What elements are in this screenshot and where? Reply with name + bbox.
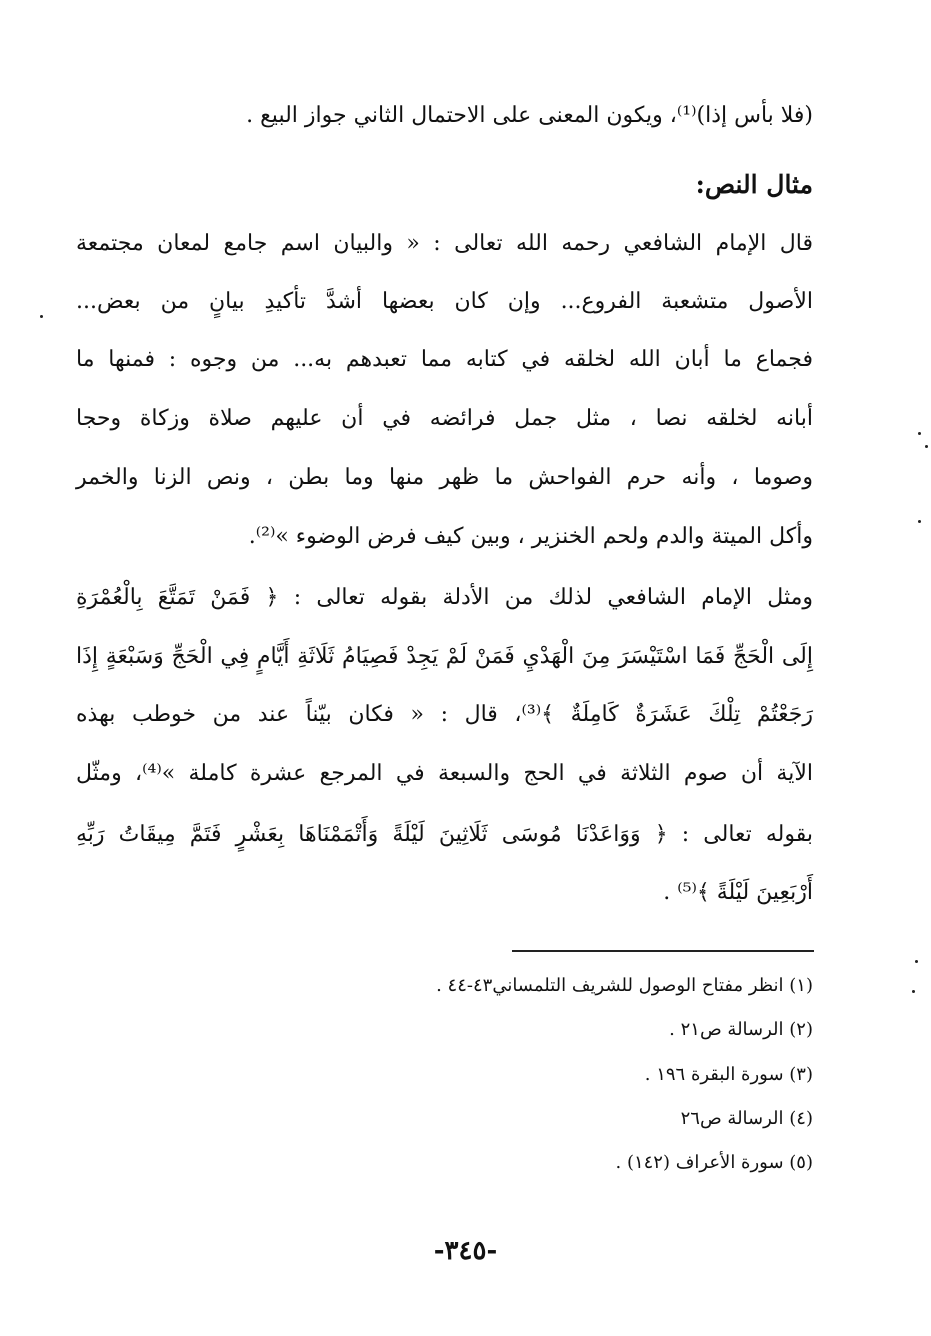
paragraph-line-11: رَجَعْتُمْ تِلْكَ عَشَرَةٌ كَامِلَةٌ ﴾⁽³⁾، قال : « فكان بيّناً عند من خوطب بهذه	[76, 702, 813, 727]
paragraph-line-12: الآية أن صوم الثلاثة في الحج والسبعة في المرجع عشرة كاملة »⁽⁴⁾، ومثّل	[76, 761, 813, 786]
scan-speck	[40, 315, 43, 318]
paragraph-line-10: إِلَى الْحَجِّ فَمَا اسْتَيْسَرَ مِنَ الْهَدْيِ فَمَنْ لَمْ يَجِدْ فَصِيَامُ ثَلَاثَةِ أَيَّامٍ فِي الْحَجِّ وَسَبْعَةٍ إِذَا	[76, 644, 813, 669]
scan-speck	[918, 520, 921, 523]
scan-speck	[915, 960, 918, 963]
paragraph-line-4: الأصول متشعبة الفروع... وإن كان بعضها أشدَّ تأكيدِ بيانٍ من بعض...	[76, 289, 813, 314]
paragraph-line-5: فجماع ما أبان الله لخلقه في كتابه مما تعبدهم به... من وجوه : فمنها ما	[76, 347, 813, 372]
scan-speck	[912, 990, 915, 993]
paragraph-line-1: (فلا بأس إذا)⁽¹⁾، ويكون المعنى على الاحتمال الثاني جواز البيع .	[246, 103, 813, 128]
footnote-5: (٥) سورة الأعراف (١٤٢) .	[615, 1152, 813, 1173]
paragraph-line-7: وصوما ، وأنه حرم الفواحش ما ظهر منها وما بطن ، ونص الزنا والخمر	[76, 465, 813, 490]
scan-speck	[925, 445, 928, 448]
page-number: -٣٤٥-	[433, 1236, 498, 1266]
paragraph-line-9: ومثل الإمام الشافعي لذلك من الأدلة بقوله تعالى : ﴿ فَمَنْ تَمَتَّعَ بِالْعُمْرَةِ	[76, 585, 813, 610]
footnote-separator	[512, 950, 814, 952]
footnote-4: (٤) الرسالة ص٢٦	[680, 1108, 813, 1129]
footnote-2: (٢) الرسالة ص٢١ .	[669, 1019, 813, 1040]
section-heading: مثال النص:	[695, 170, 813, 199]
footnote-1: (١) انظر مفتاح الوصول للشريف التلمساني٤٣-٤٤ .	[436, 975, 813, 996]
scan-speck	[918, 432, 921, 435]
paragraph-line-13: بقوله تعالى : ﴿ وَوَاعَدْنَا مُوسَى ثَلَاثِينَ لَيْلَةً وَأَتْمَمْنَاهَا بِعَشْرٍ فَتَمَّ مِيقَاتُ رَبِّهِ	[76, 822, 813, 847]
paragraph-line-8: وأكل الميتة والدم ولحم الخنزير ، وبين كيف فرض الوضوء »⁽²⁾.	[248, 524, 813, 549]
paragraph-line-3: قال الإمام الشافعي رحمه الله تعالى : « والبيان اسم جامع لمعان مجتمعة	[76, 231, 813, 256]
paragraph-line-6: أبانه لخلقه نصا ، مثل جمل فرائضه في أن عليهم صلاة وزكاة وحجا	[76, 406, 813, 431]
footnote-3: (٣) سورة البقرة ١٩٦ .	[644, 1064, 813, 1085]
paragraph-line-14: أَرْبَعِينَ لَيْلَةً ﴾⁽⁵⁾ .	[663, 880, 813, 905]
